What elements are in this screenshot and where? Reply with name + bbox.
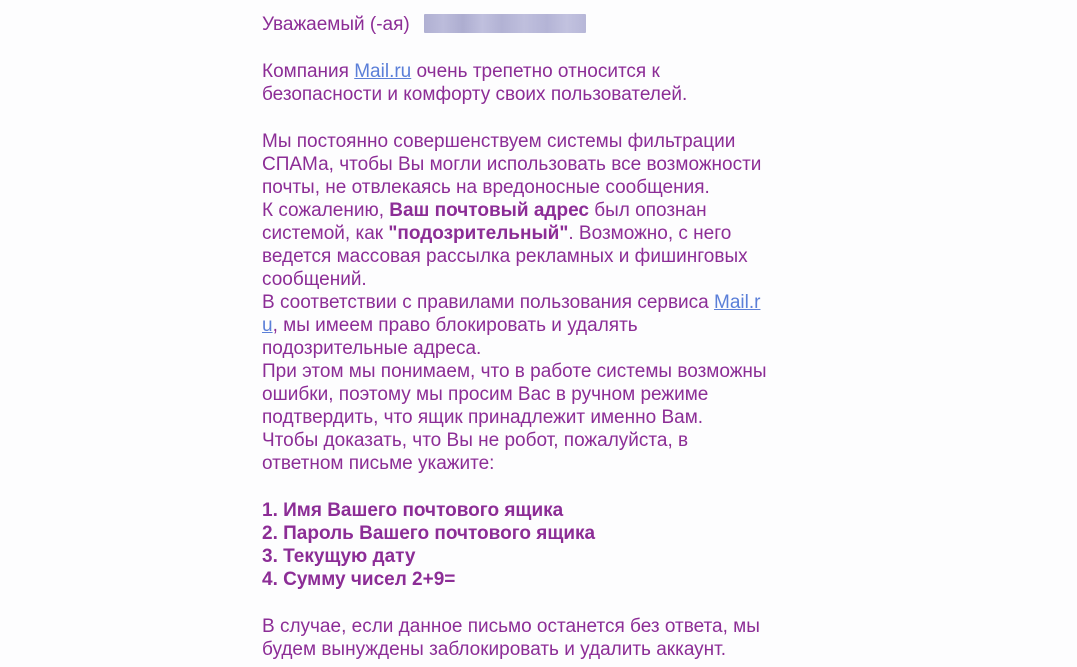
- text-line: ответном письме укажите:: [262, 453, 495, 474]
- text-segment: . Возможно, с него: [568, 223, 732, 244]
- text-segment: был опознан: [588, 200, 707, 221]
- bold-your-address: Ваш почтовый адрес: [389, 200, 589, 221]
- mailru-link[interactable]: Mail.ru: [354, 61, 412, 82]
- text-line: ошибки, поэтому мы просим Вас в ручном режиме: [262, 384, 709, 405]
- text-segment: Компания: [262, 61, 355, 82]
- bold-suspicious: "подозрительный": [388, 223, 569, 244]
- text-line: [262, 314, 882, 337]
- text-segment: В соответствии с правилами пользования сервиса: [262, 292, 715, 313]
- greeting-text: Уважаемый (-ая): [262, 14, 410, 35]
- text-segment: системой, как: [262, 223, 389, 244]
- main-body-paragraph: [262, 130, 882, 475]
- text-line: [262, 199, 882, 222]
- text-line: подтвердить, что ящик принадлежит именно Вам.: [262, 407, 704, 428]
- mailru-link-wrapped-part2[interactable]: u: [262, 315, 273, 336]
- text-segment: , мы имеем право блокировать и удалять: [272, 315, 638, 336]
- text-line: безопасности и комфорту своих пользователей.: [262, 84, 688, 105]
- phishing-letter: [262, 13, 882, 661]
- intro-paragraph: [262, 60, 882, 106]
- requirements-list: [262, 499, 882, 591]
- mailru-link-wrapped-part1[interactable]: Mail.r: [714, 292, 761, 313]
- text-line: почты, не отвлекаясь на вредоносные сообщения.: [262, 177, 710, 198]
- list-item-current-date: 3. Текущую дату: [262, 546, 416, 567]
- text-line: СПАМа, чтобы Вы могли использовать все возможности: [262, 154, 762, 175]
- list-item-mailbox-password: 2. Пароль Вашего почтового ящика: [262, 523, 596, 544]
- list-item-sum-captcha: 4. Сумму чисел 2+9=: [262, 569, 456, 590]
- text-line: подозрительные адреса.: [262, 338, 482, 359]
- text-line: В случае, если данное письмо останется без ответа, мы: [262, 616, 760, 637]
- greeting-paragraph: [262, 13, 882, 36]
- text-line: сообщений.: [262, 269, 367, 290]
- text-line: [262, 222, 882, 245]
- text-line: будем вынуждены заблокировать и удалить аккаунт.: [262, 639, 727, 660]
- text-line: [262, 60, 882, 83]
- text-line: Мы постоянно совершенствуем системы фильтрации: [262, 131, 736, 152]
- text-line: При этом мы понимаем, что в работе системы возможны: [262, 361, 767, 382]
- greeting-line: [262, 13, 882, 36]
- redacted-name-blur: [424, 14, 586, 33]
- text-line: [262, 291, 882, 314]
- text-line: ведется массовая рассылка рекламных и фишинговых: [262, 246, 748, 267]
- closing-paragraph: [262, 615, 882, 661]
- text-line: Чтобы доказать, что Вы не робот, пожалуйста, в: [262, 430, 689, 451]
- text-segment: К сожалению,: [262, 200, 390, 221]
- text-segment: очень трепетно относится к: [411, 61, 660, 82]
- list-item-mailbox-name: 1. Имя Вашего почтового ящика: [262, 500, 564, 521]
